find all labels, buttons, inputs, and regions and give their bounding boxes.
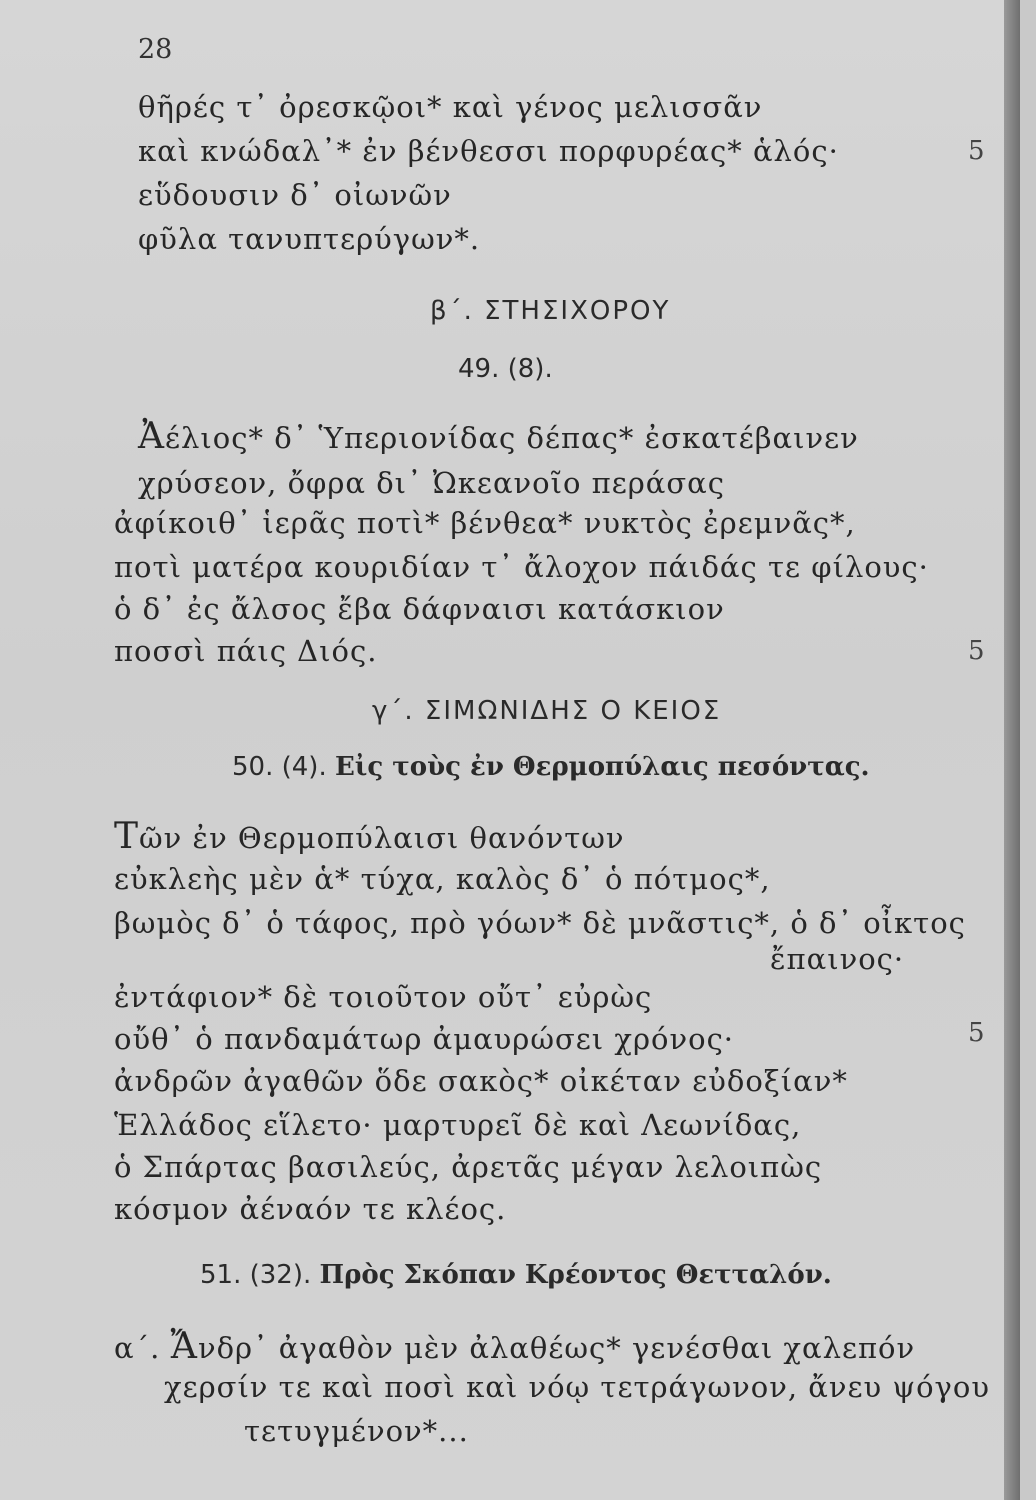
poem-heading: Πρὸς Σκόπαν Κρέοντος Θετταλόν. (319, 1260, 832, 1290)
poem-number: 51. (32). (200, 1260, 312, 1290)
line-number: 5 (968, 1018, 985, 1048)
drop-initial: Τ (114, 816, 140, 857)
verse-line: ἀνδρῶν ἀγαθῶν ὅδε σακὸς* οἰκέταν εὐδοξίαν* (114, 1064, 848, 1098)
poem-title (232, 752, 870, 782)
verse-line: τετυγμένον*... (244, 1414, 469, 1448)
verse-line: κόσμον ἀέναόν τε κλέος. (114, 1192, 507, 1226)
line-number: 5 (968, 636, 985, 666)
line-number: 5 (968, 136, 985, 166)
verse-line: εὐκλεὴς μὲν ἁ* τύχα, καλὸς δ᾽ ὁ πότμος*, (114, 862, 771, 896)
verse-line: ἀφίκοιθ᾽ ἱερᾶς ποτὶ* βένθεα* νυκτὸς ἐρεμνᾶς*, (114, 506, 856, 540)
drop-initial: Ἀ (138, 416, 165, 457)
verse-line: θῆρές τ᾽ ὀρεσκῷοι* καὶ γένος μελισσᾶν (138, 90, 763, 124)
verse-line: ὁ δ᾽ ἐς ἄλσος ἔβα δάφναισι κατάσκιον (114, 592, 725, 626)
verse-line: βωμὸς δ᾽ ὁ τάφος, πρὸ γόων* δὲ μνᾶστις*, ὁ δ᾽ οἶκτος (114, 906, 966, 940)
verse-line: ὁ Σπάρτας βασιλεύς, ἀρετᾶς μέγαν λελοιπὼς (114, 1150, 823, 1184)
verse-line: φῦλα τανυπτερύγων*. (138, 222, 481, 256)
verse-line: α΄. Ἄνδρ᾽ ἀγαθὸν μὲν ἀλαθέως* γενέσθαι χαλεπόν (114, 1326, 916, 1367)
verse-line: εὕδουσιν δ᾽ οἰωνῶν (138, 178, 452, 212)
verse-line-continuation: ἔπαινος· (770, 942, 905, 976)
poem-title (200, 1260, 832, 1290)
section-heading: γ΄. ΣΙΜΩΝΙΔΗΣ Ο ΚΕΙΟΣ (372, 696, 722, 726)
verse-line: οὔθ᾽ ὁ πανδαμάτωρ ἀμαυρώσει χρόνος· (114, 1022, 735, 1056)
verse-line: χρύσεον, ὄφρα δι᾽ Ὠκεανοῖο περάσας (138, 466, 726, 500)
drop-initial: Ἄ (170, 1326, 198, 1367)
page-edge (1004, 0, 1020, 1500)
strophe-label: α΄. (114, 1331, 161, 1365)
verse-line: ποσσὶ πάις Διός. (114, 634, 378, 668)
section-heading: β΄. ΣΤΗΣΙΧΟΡΟΥ (430, 296, 671, 326)
verse-line: ποτὶ ματέρα κουριδίαν τ᾽ ἄλοχον πάιδάς τε φίλους· (114, 550, 929, 584)
verse-line: ἐντάφιον* δὲ τοιοῦτον οὔτ᾽ εὐρὼς (114, 980, 653, 1014)
poem-number: 49. (8). (458, 354, 553, 384)
poem-number: 50. (4). (232, 752, 327, 782)
verse-line: καὶ κνώδαλ᾽* ἐν βένθεσσι πορφυρέας* ἁλός· (138, 134, 839, 168)
verse-line: Ἑλλάδος εἵλετο· μαρτυρεῖ δὲ καὶ Λεωνίδας, (114, 1108, 802, 1142)
poem-heading: Εἰς τοὺς ἐν Θερμοπύλαις πεσόντας. (334, 752, 870, 782)
verse-line: χερσίν τε καὶ ποσὶ καὶ νόῳ τετράγωνον, ἄνευ ψόγου (164, 1370, 990, 1404)
page-number: 28 (138, 34, 173, 65)
verse-line: Τῶν ἐν Θερμοπύλαισι θανόντων (114, 816, 625, 857)
verse-line: Ἀέλιος* δ᾽ Ὑπεριονίδας δέπας* ἐσκατέβαινεν (138, 416, 859, 457)
